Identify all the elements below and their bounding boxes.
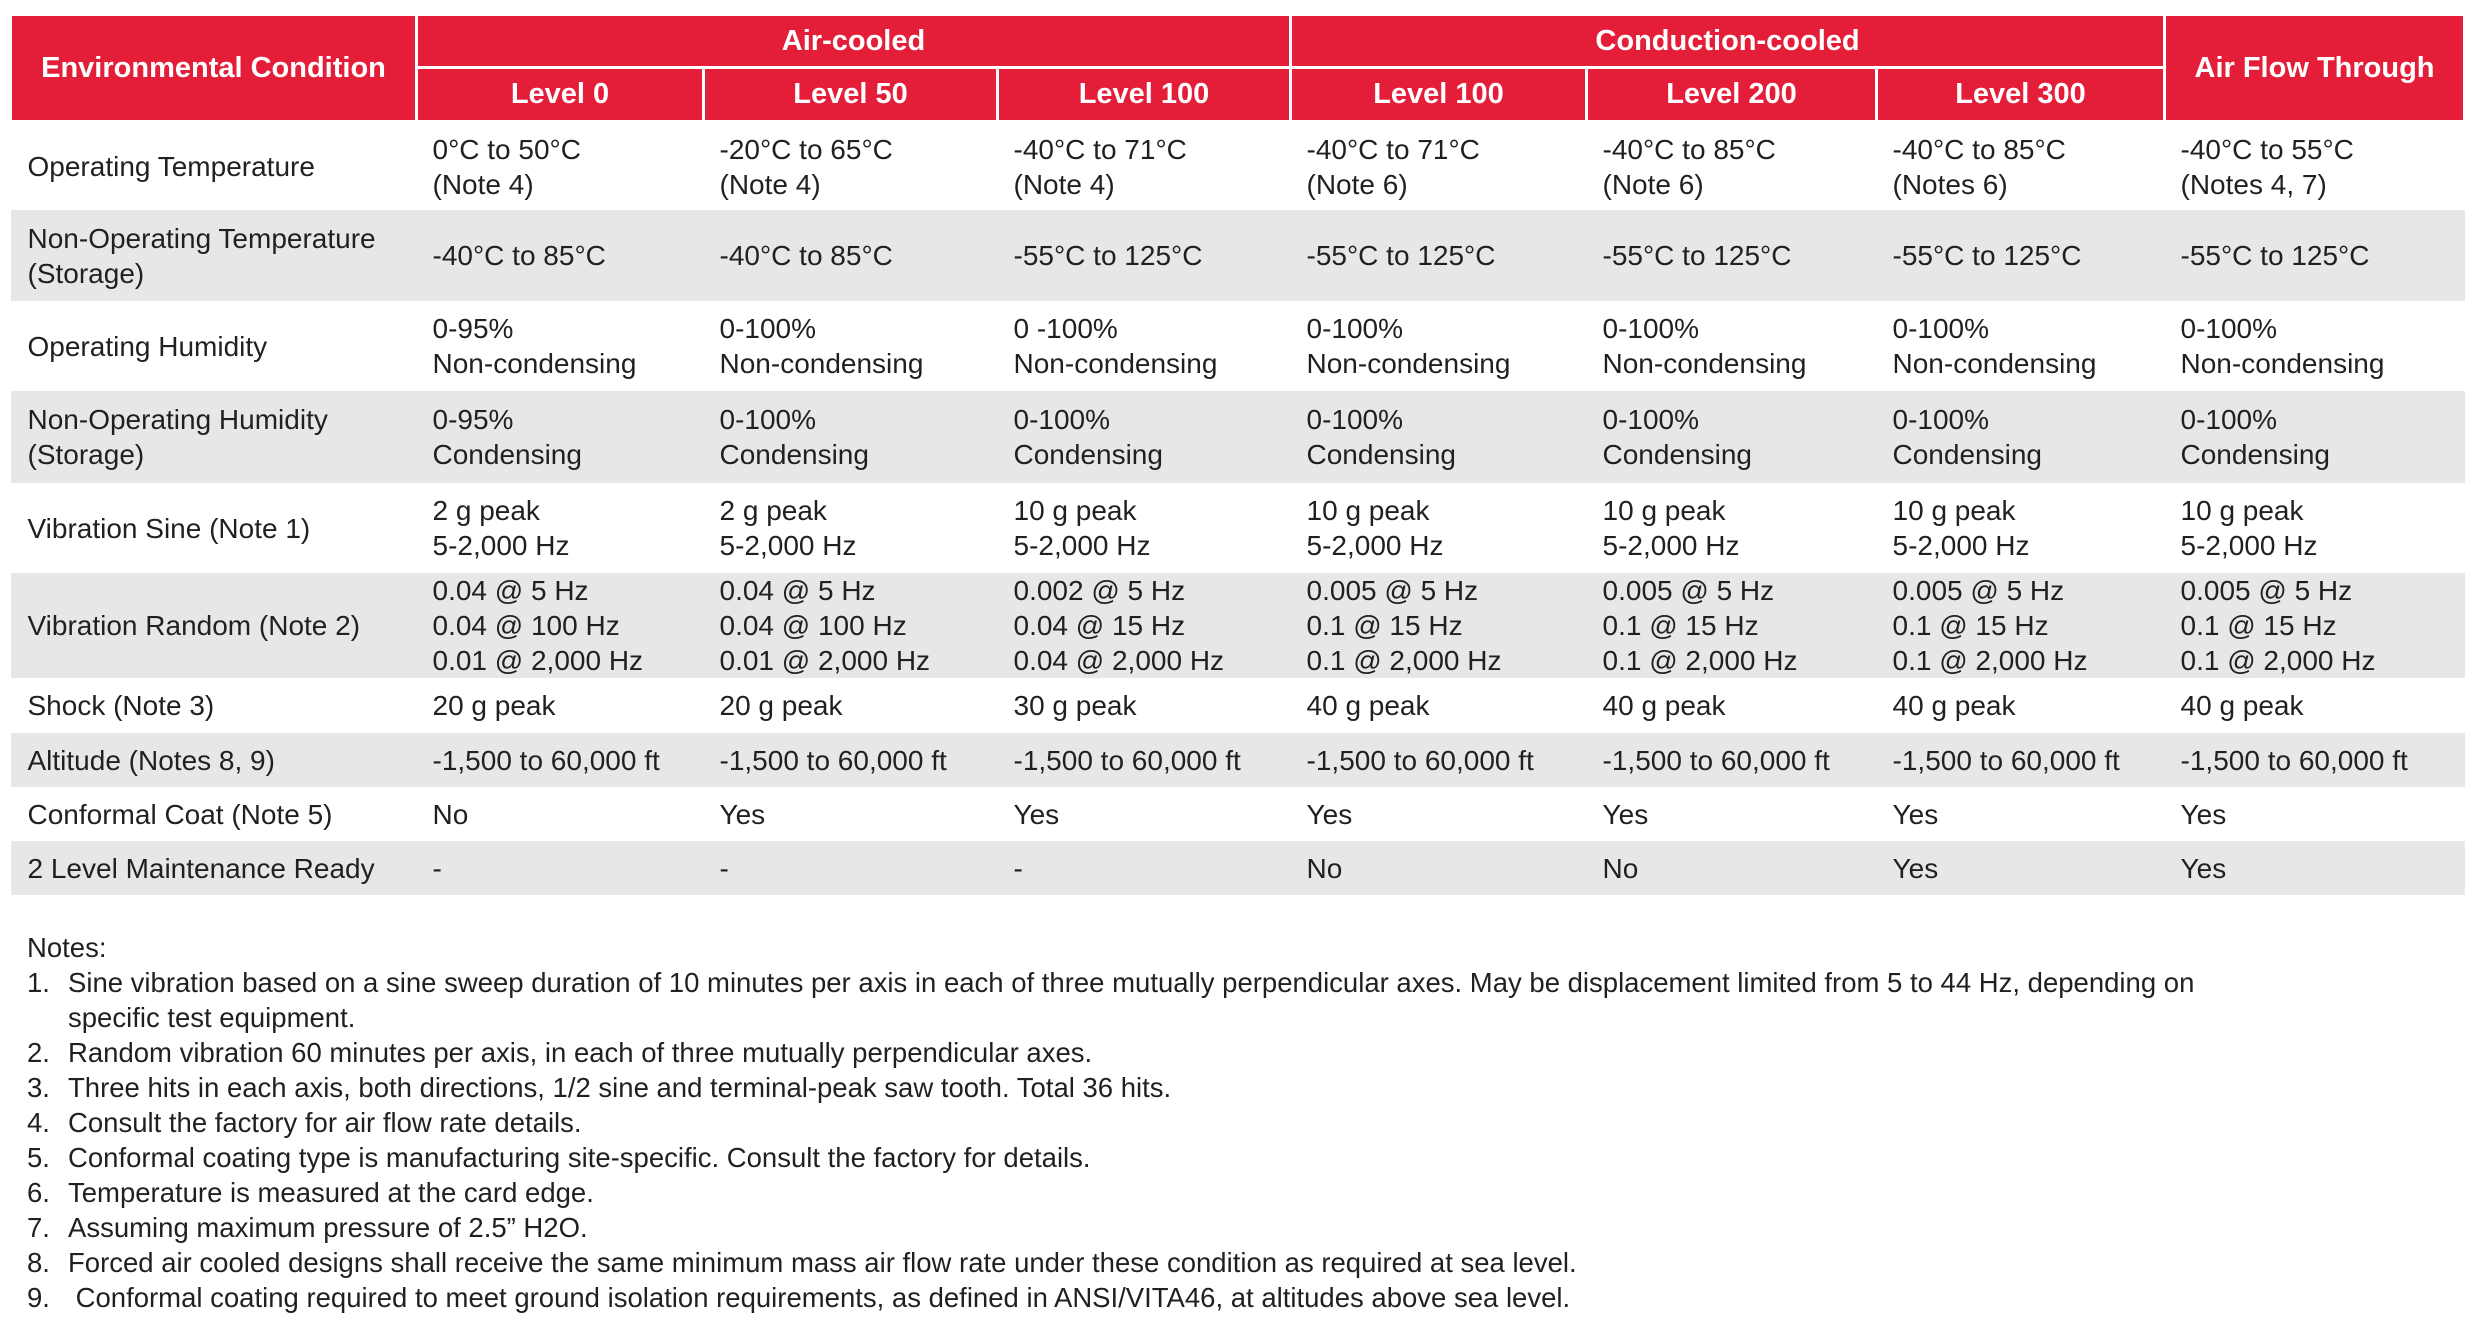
cell-line: -40°C to 85°C	[1892, 133, 2066, 165]
cell-line: Condensing	[1892, 439, 2042, 470]
table-cell	[1587, 483, 1877, 573]
table-cell	[417, 391, 704, 483]
cell-line: 0-95%	[432, 313, 514, 344]
environmental-spec-table	[9, 13, 2466, 895]
cell-line: 5-2,000 Hz	[1892, 530, 2030, 561]
header-group-row	[11, 15, 2465, 68]
note-number: 3.	[27, 1072, 50, 1103]
cell-line: 10 g peak	[1306, 495, 1430, 526]
row-label-line: Shock (Note 3)	[27, 690, 215, 721]
table-cell	[1291, 301, 1587, 391]
note-item	[27, 1035, 2447, 1070]
cell-line: No	[432, 798, 469, 830]
table-cell	[2165, 122, 2465, 211]
cell-line: -55°C to 125°C	[1306, 240, 1496, 271]
row-label-line: Operating Humidity	[27, 330, 268, 362]
table-cell	[417, 301, 704, 391]
table-cell	[704, 787, 998, 841]
table-cell	[998, 841, 1291, 895]
table-cell	[1587, 391, 1877, 483]
cell-line: Non-condensing	[432, 348, 637, 379]
table-cell	[2165, 733, 2465, 787]
table-row	[11, 787, 2465, 841]
cell-line: 40 g peak	[2180, 690, 2304, 721]
header-conduction-level-200: Level 200	[1587, 68, 1877, 122]
row-label-line: (Storage)	[27, 439, 145, 470]
row-label	[11, 391, 417, 483]
table-cell	[417, 122, 704, 211]
cell-line: -55°C to 125°C	[1013, 240, 1203, 271]
cell-line: 0-100%	[2180, 404, 2278, 435]
cell-line: Yes	[1013, 798, 1060, 830]
note-text: Conformal coating type is manufacturing site-specific. Consult the factory for details.	[68, 1142, 1091, 1173]
cell-line: -	[719, 852, 729, 884]
note-number: 7.	[27, 1212, 50, 1243]
cell-line: 0.04 @ 100 Hz	[719, 610, 907, 641]
notes-list	[27, 965, 2447, 1315]
table-cell	[417, 787, 704, 841]
table-cell	[704, 210, 998, 301]
table-row	[11, 573, 2465, 678]
table-cell	[998, 573, 1291, 678]
cell-line: Condensing	[432, 439, 582, 470]
cell-line: 0-100%	[719, 313, 817, 344]
row-label	[11, 210, 417, 301]
note-number: 2.	[27, 1037, 50, 1068]
cell-line: 0.04 @ 15 Hz	[1013, 610, 1186, 641]
environmental-spec-table-container	[9, 13, 2463, 895]
row-label-line: Conformal Coat (Note 5)	[27, 798, 333, 830]
cell-line: 0.1 @ 15 Hz	[1602, 610, 1759, 641]
cell-line: -1,500 to 60,000 ft	[1602, 744, 1830, 776]
cell-line: 0.01 @ 2,000 Hz	[432, 645, 644, 676]
table-cell	[1877, 573, 2165, 678]
note-item	[27, 1280, 2447, 1315]
cell-line: (Note 4)	[432, 168, 534, 200]
note-text: Random vibration 60 minutes per axis, in each of three mutually perpendicular axes.	[68, 1037, 1093, 1068]
cell-line: 0.04 @ 2,000 Hz	[1013, 645, 1225, 676]
note-number: 8.	[27, 1247, 50, 1278]
cell-line: 10 g peak	[2180, 495, 2304, 526]
cell-line: 40 g peak	[1602, 690, 1726, 721]
cell-line: (Note 6)	[1602, 168, 1704, 200]
table-cell	[1877, 391, 2165, 483]
cell-line: 5-2,000 Hz	[1306, 530, 1444, 561]
cell-line: (Note 4)	[719, 168, 821, 200]
cell-line: 40 g peak	[1892, 690, 2016, 721]
table-row	[11, 301, 2465, 391]
cell-line: Non-condensing	[1892, 348, 2097, 379]
row-label-line: Vibration Sine (Note 1)	[27, 512, 311, 544]
table-cell	[1291, 391, 1587, 483]
table-cell	[1587, 678, 1877, 733]
note-text: Temperature is measured at the card edge.	[68, 1177, 594, 1208]
cell-line: 10 g peak	[1892, 495, 2016, 526]
note-item	[27, 1105, 2447, 1140]
cell-line: Yes	[719, 798, 766, 830]
header-air-level-50: Level 50	[704, 68, 998, 122]
table-cell	[998, 678, 1291, 733]
row-label-line: Non-Operating Humidity	[27, 404, 328, 435]
note-number: 4.	[27, 1107, 50, 1138]
cell-line: 0.04 @ 5 Hz	[719, 575, 876, 606]
cell-line: Yes	[1892, 798, 1939, 830]
header-conduction-level-300: Level 300	[1877, 68, 2165, 122]
cell-line: Non-condensing	[2180, 348, 2385, 379]
cell-line: Condensing	[719, 439, 869, 470]
row-label	[11, 573, 417, 678]
row-label	[11, 733, 417, 787]
table-cell	[998, 122, 1291, 211]
cell-line: -	[432, 852, 442, 884]
header-conduction-level-100: Level 100	[1291, 68, 1587, 122]
table-cell	[704, 301, 998, 391]
cell-line: 0-95%	[432, 404, 514, 435]
cell-line: 0-100%	[1306, 313, 1404, 344]
cell-line: Condensing	[1013, 439, 1163, 470]
cell-line: 0.1 @ 2,000 Hz	[2180, 645, 2376, 676]
row-label	[11, 122, 417, 211]
table-cell	[1587, 122, 1877, 211]
table-cell	[2165, 210, 2465, 301]
table-cell	[1587, 573, 1877, 678]
cell-line: Non-condensing	[719, 348, 924, 379]
row-label-line: Altitude (Notes 8, 9)	[27, 744, 275, 776]
cell-line: Condensing	[2180, 439, 2330, 470]
cell-line: 0-100%	[1602, 404, 1700, 435]
note-item	[27, 1245, 2447, 1280]
table-cell	[1877, 301, 2165, 391]
cell-line: Non-condensing	[1306, 348, 1511, 379]
row-label	[11, 301, 417, 391]
note-item	[27, 1140, 2447, 1175]
table-cell	[1877, 733, 2165, 787]
cell-line: 10 g peak	[1602, 495, 1726, 526]
cell-line: -1,500 to 60,000 ft	[1013, 744, 1241, 776]
cell-line: -20°C to 65°C	[719, 133, 893, 165]
table-row	[11, 483, 2465, 573]
cell-line: -1,500 to 60,000 ft	[1306, 744, 1534, 776]
cell-line: -55°C to 125°C	[1892, 240, 2082, 271]
header-group-air-cooled: Air-cooled	[417, 15, 1291, 68]
note-item	[27, 1210, 2447, 1245]
table-cell	[1587, 787, 1877, 841]
note-number: 1.	[27, 967, 50, 998]
table-cell	[417, 573, 704, 678]
cell-line: 0.005 @ 5 Hz	[1602, 575, 1775, 606]
header-group-air-flow-through: Air Flow Through	[2165, 15, 2465, 122]
cell-line: 20 g peak	[432, 690, 556, 721]
table-cell	[1291, 210, 1587, 301]
cell-line: 0-100%	[2180, 313, 2278, 344]
cell-line: No	[1306, 852, 1343, 884]
note-item	[27, 1070, 2447, 1105]
cell-line: 30 g peak	[1013, 690, 1137, 721]
cell-line: Non-condensing	[1013, 348, 1218, 379]
table-cell	[1877, 210, 2165, 301]
table-cell	[1877, 841, 2165, 895]
table-cell	[2165, 301, 2465, 391]
cell-line: 5-2,000 Hz	[719, 530, 857, 561]
cell-line: 5-2,000 Hz	[1013, 530, 1151, 561]
cell-line: -40°C to 85°C	[432, 240, 606, 271]
table-cell	[704, 573, 998, 678]
table-body	[11, 122, 2465, 896]
cell-line: (Notes 6)	[1892, 168, 2008, 200]
cell-line: Condensing	[1306, 439, 1456, 470]
table-cell	[704, 391, 998, 483]
row-label-line: Vibration Random (Note 2)	[27, 610, 361, 641]
table-cell	[1877, 787, 2165, 841]
cell-line: -40°C to 85°C	[1602, 133, 1776, 165]
table-cell	[2165, 573, 2465, 678]
table-row	[11, 841, 2465, 895]
cell-line: 0-100%	[719, 404, 817, 435]
table-row	[11, 678, 2465, 733]
table-cell	[2165, 678, 2465, 733]
table-cell	[2165, 391, 2465, 483]
row-label	[11, 678, 417, 733]
cell-line: 0-100%	[1892, 313, 1990, 344]
table-row	[11, 210, 2465, 301]
note-text: Sine vibration based on a sine sweep duration of 10 minutes per axis in each of three mutually perpendicular axes. May be displacement limited from 5 to 44 Hz, depending on	[68, 967, 2195, 998]
row-label	[11, 841, 417, 895]
table-cell	[998, 787, 1291, 841]
note-text: specific test equipment.	[68, 1002, 356, 1033]
table-cell	[2165, 787, 2465, 841]
note-number: 6.	[27, 1177, 50, 1208]
row-label-line: Non-Operating Temperature	[27, 222, 376, 254]
row-label-line: 2 Level Maintenance Ready	[27, 852, 375, 884]
cell-line: 5-2,000 Hz	[432, 530, 570, 561]
table-cell	[998, 733, 1291, 787]
cell-line: 0.1 @ 15 Hz	[2180, 610, 2337, 641]
table-cell	[1587, 301, 1877, 391]
cell-line: -	[1013, 852, 1023, 884]
cell-line: -1,500 to 60,000 ft	[1892, 744, 2120, 776]
note-number: 9.	[27, 1282, 50, 1313]
table-cell	[1587, 210, 1877, 301]
cell-line: 0-100%	[1892, 404, 1990, 435]
cell-line: -55°C to 125°C	[2180, 240, 2370, 271]
cell-line: 0.04 @ 5 Hz	[432, 575, 589, 606]
table-cell	[417, 483, 704, 573]
table-row	[11, 122, 2465, 211]
cell-line: 0.01 @ 2,000 Hz	[719, 645, 931, 676]
cell-line: 0.1 @ 2,000 Hz	[1306, 645, 1502, 676]
table-cell	[417, 733, 704, 787]
table-cell	[704, 122, 998, 211]
table-cell	[704, 841, 998, 895]
cell-line: 5-2,000 Hz	[2180, 530, 2318, 561]
cell-line: 0.005 @ 5 Hz	[1892, 575, 2065, 606]
table-cell	[998, 483, 1291, 573]
cell-line: 20 g peak	[719, 690, 843, 721]
table-cell	[2165, 841, 2465, 895]
cell-line: 0.1 @ 15 Hz	[1306, 610, 1463, 641]
cell-line: 0.1 @ 15 Hz	[1892, 610, 2049, 641]
table-cell	[2165, 483, 2465, 573]
note-item	[27, 965, 2447, 1035]
table-row	[11, 391, 2465, 483]
table-cell	[1291, 122, 1587, 211]
cell-line: Yes	[1892, 852, 1939, 884]
table-cell	[1291, 787, 1587, 841]
cell-line: -1,500 to 60,000 ft	[2180, 744, 2408, 776]
table-cell	[1877, 483, 2165, 573]
note-text: Forced air cooled designs shall receive the same minimum mass air flow rate under these condition as required at sea level.	[68, 1247, 1577, 1278]
cell-line: 40 g peak	[1306, 690, 1430, 721]
note-text: Assuming maximum pressure of 2.5” H2O.	[68, 1212, 588, 1243]
cell-line: Yes	[2180, 852, 2227, 884]
table-cell	[417, 678, 704, 733]
cell-line: Condensing	[1602, 439, 1752, 470]
cell-line: 5-2,000 Hz	[1602, 530, 1740, 561]
cell-line: 0.002 @ 5 Hz	[1013, 575, 1186, 606]
note-number: 5.	[27, 1142, 50, 1173]
table-cell	[417, 841, 704, 895]
table-cell	[1291, 841, 1587, 895]
cell-line: -40°C to 71°C	[1013, 133, 1187, 165]
cell-line: -1,500 to 60,000 ft	[719, 744, 947, 776]
cell-line: 2 g peak	[719, 495, 827, 526]
cell-line: (Note 4)	[1013, 168, 1115, 200]
table-cell	[1291, 678, 1587, 733]
cell-line: 0 -100%	[1013, 313, 1118, 344]
table-cell	[1291, 573, 1587, 678]
notes-title: Notes:	[27, 932, 107, 963]
cell-line: -40°C to 85°C	[719, 240, 893, 271]
cell-line: 0-100%	[1013, 404, 1111, 435]
table-cell	[1587, 733, 1877, 787]
cell-line: -40°C to 71°C	[1306, 133, 1480, 165]
table-cell	[704, 733, 998, 787]
cell-line: Yes	[2180, 798, 2227, 830]
table-cell	[1291, 483, 1587, 573]
row-label	[11, 787, 417, 841]
table-cell	[1877, 678, 2165, 733]
table-cell	[998, 210, 1291, 301]
note-text: Conformal coating required to meet ground isolation requirements, as defined in ANSI/VITA46, at altitudes above sea level.	[68, 1282, 1571, 1313]
cell-line: 2 g peak	[432, 495, 540, 526]
note-text: Consult the factory for air flow rate details.	[68, 1107, 582, 1138]
notes-section	[27, 930, 2447, 1315]
cell-line: -40°C to 55°C	[2180, 133, 2354, 165]
table-cell	[417, 210, 704, 301]
header-group-conduction-cooled: Conduction-cooled	[1291, 15, 2165, 68]
cell-line: Yes	[1602, 798, 1649, 830]
note-text: Three hits in each axis, both directions, 1/2 sine and terminal-peak saw tooth. Total 36 hits.	[68, 1072, 1172, 1103]
cell-line: 0.005 @ 5 Hz	[1306, 575, 1479, 606]
cell-line: 0.005 @ 5 Hz	[2180, 575, 2353, 606]
table-cell	[1587, 841, 1877, 895]
table-cell	[998, 391, 1291, 483]
cell-line: -1,500 to 60,000 ft	[432, 744, 660, 776]
cell-line: 0.04 @ 100 Hz	[432, 610, 620, 641]
table-row	[11, 733, 2465, 787]
cell-line: (Notes 4, 7)	[2180, 168, 2327, 200]
row-label	[11, 483, 417, 573]
row-label-line: Operating Temperature	[27, 151, 315, 182]
cell-line: 0-100%	[1602, 313, 1700, 344]
cell-line: Yes	[1306, 798, 1353, 830]
cell-line: 0-100%	[1306, 404, 1404, 435]
cell-line: 0°C to 50°C	[432, 133, 581, 165]
table-cell	[1291, 733, 1587, 787]
cell-line: -55°C to 125°C	[1602, 240, 1792, 271]
table-cell	[998, 301, 1291, 391]
header-air-level-100: Level 100	[998, 68, 1291, 122]
cell-line: 0.1 @ 2,000 Hz	[1602, 645, 1798, 676]
cell-line: 10 g peak	[1013, 495, 1137, 526]
table-cell	[1877, 122, 2165, 211]
cell-line: No	[1602, 852, 1639, 884]
note-item	[27, 1175, 2447, 1210]
cell-line: 0.1 @ 2,000 Hz	[1892, 645, 2088, 676]
header-environmental-condition: Environmental Condition	[11, 15, 417, 122]
table-cell	[704, 483, 998, 573]
cell-line: (Note 6)	[1306, 168, 1408, 200]
row-label-line: (Storage)	[27, 257, 145, 289]
table-cell	[704, 678, 998, 733]
header-air-level-0: Level 0	[417, 68, 704, 122]
cell-line: Non-condensing	[1602, 348, 1807, 379]
